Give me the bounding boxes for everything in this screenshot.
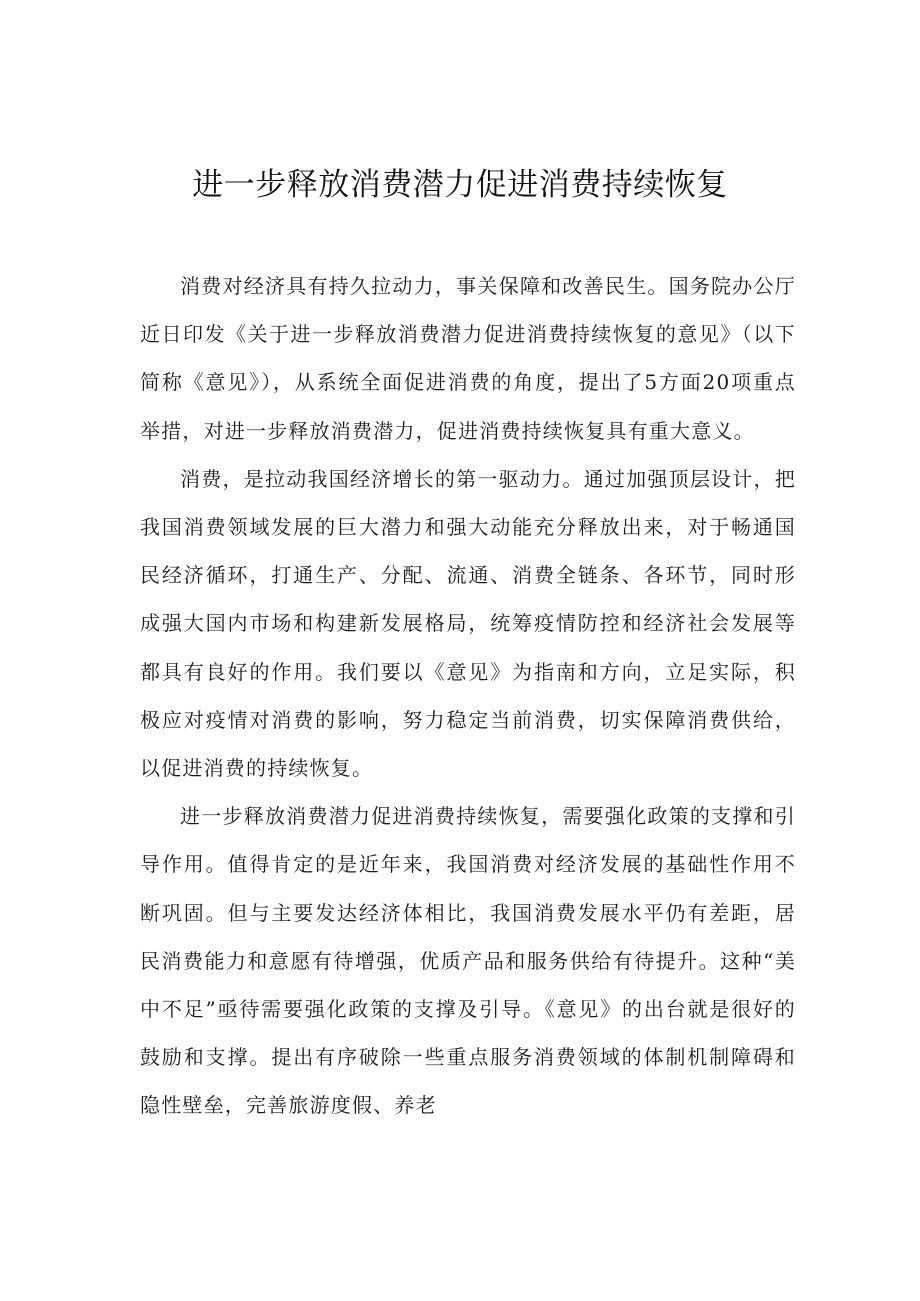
- paragraph-2: 消费，是拉动我国经济增长的第一驱动力。通过加强顶层设计，把我国消费领域发展的巨大潜力和强大动能充分释放出来，对于畅通国民经济循环，打通生产、分配、流通、消费全链条、各环节，同时形成强大国内市场和构建新发展格局，统筹疫情防控和经济社会发展等都具有良好的作用。我们要以《意见》为指南和方向，立足实际，积极应对疫情对消费的影响，努力稳定当前消费，切实保障消费供给，以促进消费的持续恢复。: [140, 466, 796, 781]
- document-title: 进一步释放消费潜力促进消费持续恢复: [192, 167, 728, 203]
- document-body: [140, 262, 796, 1130]
- paragraph-3: 进一步释放消费潜力促进消费持续恢复，需要强化政策的支撑和引导作用。值得肯定的是近年来，我国消费对经济发展的基础性作用不断巩固。但与主要发达经济体相比，我国消费发展水平仍有差距，居民消费能力和意愿有待增强，优质产品和服务供给有待提升。这种“美中不足”亟待需要强化政策的支撑及引导。《意见》的出台就是很好的鼓励和支撑。提出有序破除一些重点服务消费领域的体制机制障碍和隐性壁垒，完善旅游度假、养老: [140, 804, 796, 1118]
- paragraph-1: 消费对经济具有持久拉动力，事关保障和改善民生。国务院办公厅近日印发《关于进一步释放消费潜力促进消费持续恢复的意见》（以下简称《意见》），从系统全面促进消费的角度，提出了5方面20项重点举措，对进一步释放消费潜力，促进消费持续恢复具有重大意义。: [140, 274, 796, 443]
